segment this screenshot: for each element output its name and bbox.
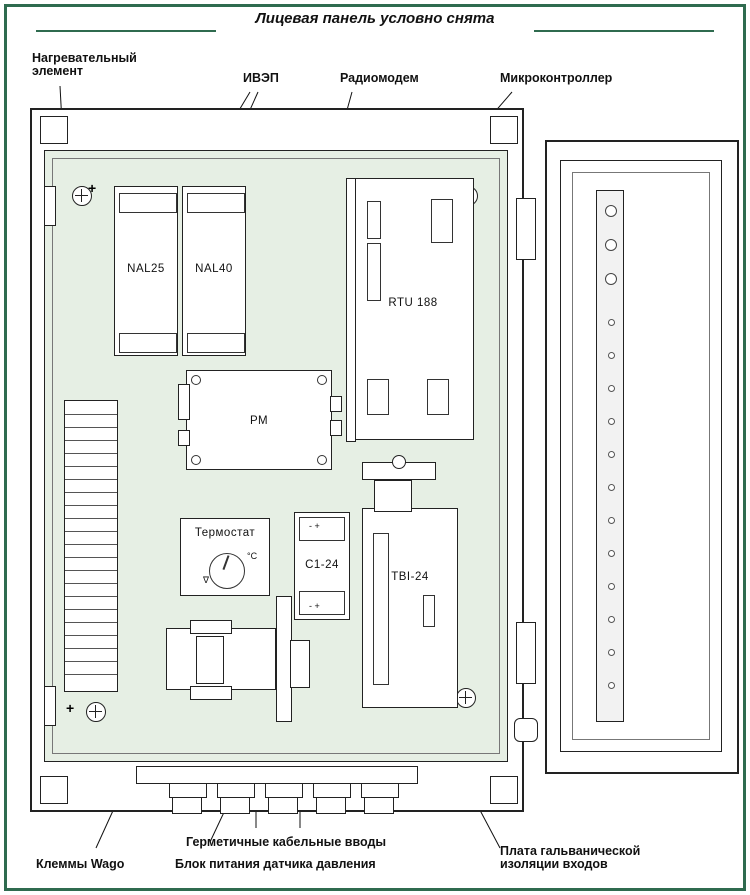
title-rule-right: [534, 30, 714, 32]
hinge-bottom: [516, 622, 536, 684]
plate-edge-clip-bottom: [44, 686, 56, 726]
corner-bracket-br: [490, 776, 518, 804]
corner-bracket-bl: [40, 776, 68, 804]
heatsink-fin: [65, 648, 117, 649]
heatsink-fin: [65, 609, 117, 610]
plate-screw-bl: [86, 702, 106, 722]
heatsink-fin: [65, 557, 117, 558]
heatsink-fin: [65, 505, 117, 506]
heatsink-fin: [65, 583, 117, 584]
tbi-24-screw: [392, 455, 406, 469]
rail-slot: [608, 352, 615, 359]
heatsink-fin: [65, 674, 117, 675]
wago-top-bar: [190, 620, 232, 634]
heatsink-fin: [65, 466, 117, 467]
callout-galvanic-isolation-board: Плата гальванической изоляции входов: [500, 844, 641, 871]
callout-cable-glands: Герметичные кабельные вводы: [186, 835, 387, 849]
radiomodem-connector-left: [178, 384, 190, 420]
corner-bracket-tr: [490, 116, 518, 144]
component-radiomodem-label: РМ: [249, 415, 269, 427]
component-nal40: [182, 186, 246, 356]
component-thermostat: Термостат °C ∇: [180, 518, 270, 596]
din-rail: [596, 190, 624, 722]
component-nal25-label: NAL25: [127, 263, 165, 275]
page-title: Лицевая панель условно снята: [255, 10, 495, 27]
gland-plate: [136, 766, 418, 784]
plate-corner-notch: [514, 718, 538, 742]
rail-slot: [608, 484, 615, 491]
component-tbi-24-label: TBI-24: [391, 571, 429, 583]
rail-slot: [608, 385, 615, 392]
rail-slot: [608, 550, 615, 557]
plate-edge-clip-top: [44, 186, 56, 226]
heatsink-fin: [65, 427, 117, 428]
heatsink-fin: [65, 440, 117, 441]
component-thermostat-unit: °C: [247, 551, 258, 561]
heatsink-fin: [65, 492, 117, 493]
heatsink-fin: [65, 453, 117, 454]
component-tbi-24: [362, 508, 458, 708]
rail-slot: [608, 649, 615, 656]
rail-slot: [608, 517, 615, 524]
plate-screw-br: [456, 688, 476, 708]
callout-ivep: ИВЭП: [243, 71, 279, 85]
rail-slot: [608, 319, 615, 326]
callout-pressure-sensor-psu: Блок питания датчика давления: [175, 857, 376, 871]
rail-slot: [608, 616, 615, 623]
heating-element: [64, 400, 118, 692]
heatsink-fin: [65, 622, 117, 623]
rail-slot: [608, 451, 615, 458]
heatsink-fin: [65, 518, 117, 519]
component-thermostat-label: Термостат: [194, 527, 256, 539]
rail-mount-hole: [605, 205, 617, 217]
ground-symbol-top: +: [88, 180, 97, 196]
heatsink-fin: [65, 531, 117, 532]
component-radiomodem: [186, 370, 332, 470]
rail-slot: [608, 418, 615, 425]
component-rtu188-label: RTU 188: [388, 297, 438, 309]
rtu188-mount-rail: [346, 178, 356, 442]
ground-symbol-left: +: [66, 700, 75, 716]
heatsink-fin: [65, 479, 117, 480]
corner-bracket-tl: [40, 116, 68, 144]
component-c1-24: [294, 512, 350, 620]
radiomodem-connector-right-1: [330, 396, 342, 412]
component-nal40-label: NAL40: [195, 263, 233, 275]
heatsink-fin: [65, 596, 117, 597]
component-rtu188: [352, 178, 474, 440]
c1-24-top-terminal-marks: - +: [309, 521, 320, 531]
wago-bottom-bar: [190, 686, 232, 700]
rail-mount-hole: [605, 239, 617, 251]
radiomodem-connector-right-2: [330, 420, 342, 436]
heatsink-fin: [65, 414, 117, 415]
c1-24-bottom-terminal-marks: - +: [309, 601, 320, 611]
radiomodem-connector-left-2: [178, 430, 190, 446]
rail-mount-hole: [605, 273, 617, 285]
heatsink-fin: [65, 661, 117, 662]
heatsink-fin: [65, 635, 117, 636]
rail-slot: [608, 583, 615, 590]
wago-core: [196, 636, 224, 684]
heatsink-fin: [65, 544, 117, 545]
callout-heating-element: Нагревательный элемент: [32, 51, 137, 78]
hinge-top: [516, 198, 536, 260]
tbi-24-standoff: [374, 480, 412, 512]
title-rule-left: [36, 30, 216, 32]
heatsink-fin: [65, 570, 117, 571]
callout-microcontroller: Микроконтроллер: [500, 71, 613, 85]
component-nal25: [114, 186, 178, 356]
rail-slot: [608, 682, 615, 689]
component-c1-24-label: C1-24: [305, 559, 339, 571]
callout-radiomodem: Радиомодем: [340, 71, 419, 85]
psu-terminal: [290, 640, 310, 688]
callout-wago-terminals: Клеммы Wago: [36, 857, 125, 871]
door-inner-panel: [572, 172, 710, 740]
